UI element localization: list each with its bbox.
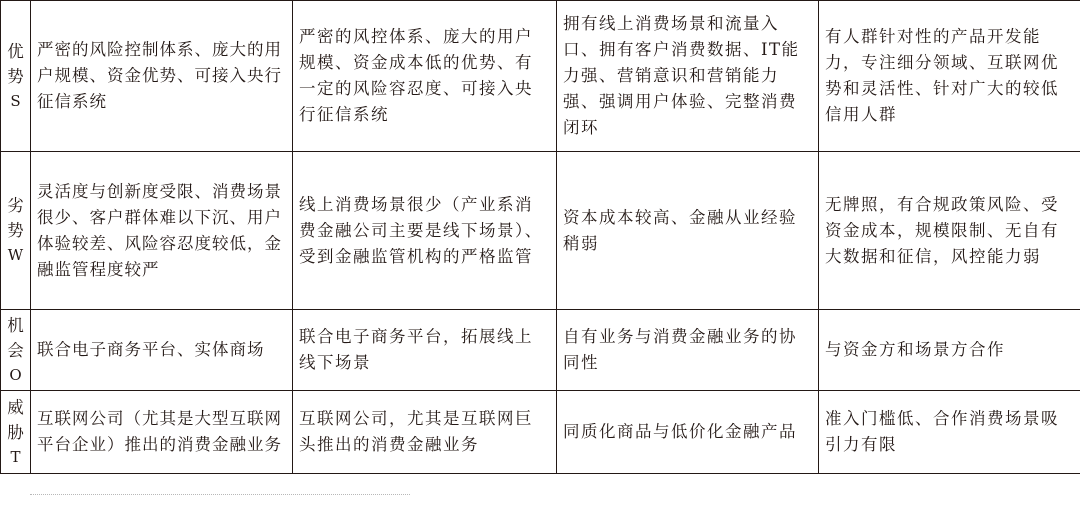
row-header-strengths [1,1,31,152]
table-row-threats [1,391,1080,474]
row-header-char: 劣 [7,196,24,215]
table-cell: 互联网公司，尤其是互联网巨头推出的消费金融业务 [293,391,557,474]
row-header-char: 威 [7,397,24,417]
table-row-opportunities [1,310,1080,391]
row-header-opportunities [1,310,31,391]
table-cell: 严密的风险控制体系、庞大的用户规模、资金优势、可接入央行征信系统 [31,1,293,152]
cropped-text-fragment [30,494,410,497]
table-cell: 准入门槛低、合作消费场景吸引力有限 [819,391,1080,474]
table-cell: 资本成本较高、金融从业经验稍弱 [557,152,819,310]
row-header-weaknesses [1,152,31,310]
table-cell: 无牌照，有合规政策风险、受资金成本，规模限制、无自有大数据和征信，风控能力弱 [819,152,1080,310]
row-header-letter: O [9,365,22,384]
table-cell: 严密的风控体系、庞大的用户规模、资金成本低的优势、有一定的风险容忍度、可接入央行征信系统 [293,1,557,152]
table-cell: 互联网公司（尤其是大型互联网平台企业）推出的消费金融业务 [31,391,293,474]
row-header-char: 势 [7,66,24,86]
table-cell: 自有业务与消费金融业务的协同性 [557,310,819,391]
row-header-letter: T [10,447,21,466]
table-cell: 线上消费场景很少（产业系消费金融公司主要是线下场景）、受到金融监管机构的严格监管 [293,152,557,310]
row-header-char: 会 [7,340,24,360]
row-header-letter: W [7,246,24,264]
row-header-letter: S [10,91,21,110]
row-header-char: 机 [7,315,24,335]
table-cell: 联合电子商务平台、实体商场 [31,310,293,391]
table-cell: 联合电子商务平台，拓展线上线下场景 [293,310,557,391]
row-header-char: 胁 [7,422,24,442]
table-cell: 与资金方和场景方合作 [819,310,1080,391]
table-cell: 灵活度与创新度受限、消费场景很少、客户群体难以下沉、用户体验较差、风险容忍度较低，金融监管程度较严 [31,152,293,310]
table-row-strengths [1,1,1080,152]
table-cell: 拥有线上消费场景和流量入口、拥有客户消费数据、IT能力强、营销意识和营销能力强、强调用户体验、完整消费闭环 [557,1,819,152]
table-cell: 有人群针对性的产品开发能力，专注细分领域、互联网优势和灵活性、针对广大的较低信用人群 [819,1,1080,152]
row-header-char: 势 [7,221,24,240]
table-cell: 同质化商品与低价化金融产品 [557,391,819,474]
table-row-weaknesses [1,152,1080,310]
row-header-threats [1,391,31,474]
row-header-char: 优 [7,41,24,61]
